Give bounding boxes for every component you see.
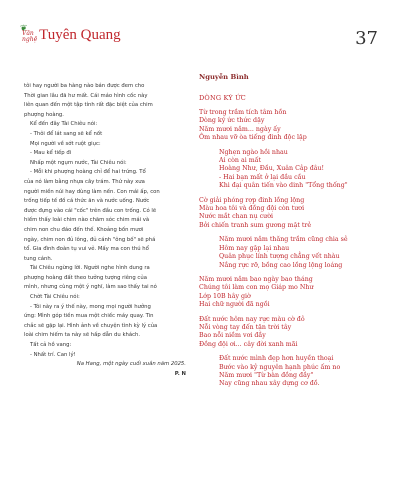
prose-line: - Mau kể tiếp đi — [30, 150, 72, 157]
poem-line: Dòng ký ức thức dậy — [199, 117, 265, 125]
prose-line: Mọi người về sớt ruột giục: — [30, 140, 101, 147]
poem-line: Năm mươi "Từ bàn đồng đầy" — [219, 371, 314, 379]
signature-name: P. N — [174, 370, 186, 377]
prose-line: mình, nhưng cùng một ý nghĩ, làm sao thấy tai nó — [24, 284, 157, 291]
prose-line: tôi hay người ba hàng nào bán được đem cho — [24, 83, 145, 89]
page-number: 37 — [355, 28, 378, 49]
prose-line: hiếm thấy loài chim nào chăm sóc chim mái và — [24, 217, 150, 224]
prose-line: liên quan đến một tập tính rất đặc biệt của chim — [24, 102, 153, 109]
prose-line: người miền núi hay dùng làm nến. Con mái ấp, con — [24, 188, 160, 195]
poem-line: Hai chữ người đã ngồi — [199, 301, 270, 309]
poem-stanzas — [199, 109, 385, 389]
poem-line: Đồng đội ơi... cây đời xanh mãi — [199, 340, 298, 348]
poem-line: Đất nước hôm nay rực màu cờ đỏ — [199, 315, 305, 323]
right-column-poem — [199, 72, 385, 389]
poem-line: Cờ giải phóng rợp đinh lồng lộng — [199, 196, 305, 204]
poem-line: Ai còn ai mất — [219, 157, 262, 165]
prose-line: Thời gian lâu đã hư mất. Cái máo hình cốc này — [24, 92, 148, 99]
poem-line: Ôm nhau vỡ òa tiếng đinh độc lập — [199, 134, 307, 142]
poem-line: Nay cũng nhau xây dựng cơ đồ. — [219, 380, 320, 388]
poem-stanza — [199, 149, 385, 191]
poem-line: Bao nỗi niềm vơi đầy — [199, 332, 266, 340]
prose-line: Tất cả hồ vang: — [30, 342, 72, 349]
prose-line: ngày, chim non đủ lông, đủ cánh "ông bố" sẽ phá — [24, 236, 156, 243]
poem-line: Khi đại quân tiến vào dinh "Tổng thống" — [219, 182, 348, 190]
poem-stanza — [199, 316, 385, 350]
poem-stanza — [199, 236, 385, 270]
prose-line: loài chim hiếm ta này sẽ hấp dẫn du khách. — [24, 332, 141, 339]
prose-line: tổ. Gia đình đoàn tụ vui vẻ. Mấy ma con thú hổ — [24, 246, 149, 253]
logo-main-text: Tuyên Quang — [39, 27, 121, 43]
logo-small-top: Văn — [22, 30, 34, 37]
prose-line: được đựng vào cái "cốc" trên đầu con trống. Có lẽ — [24, 207, 157, 214]
signature-date: Na Hang, một ngày cuối xuân năm 2025. — [76, 361, 186, 368]
prose-line: - Mỗi khi phượng hoàng chỉ để hai trứng. Tổ — [30, 169, 146, 176]
poem-title: DÒNG KÝ ỨC — [199, 94, 246, 102]
poem-line: Màu hoa tôi và đồng đội còn tươi — [199, 205, 305, 213]
poem-line: Lớp 10B hây giờ — [199, 292, 251, 300]
poem-line: Năm mươi năm... ngày ấy — [199, 125, 281, 133]
poem-stanza — [199, 276, 385, 310]
poem-line: Năm mươi năm bao ngày bao tháng — [199, 275, 313, 283]
poem-line: Nỗi vòng tay đến tận trời tây — [199, 323, 292, 331]
poem-stanza — [199, 109, 385, 143]
poem-line: Chúng tôi làm con mọ Giáp mo Như — [199, 284, 314, 292]
prose-line: - Nhất trí. Can lý! — [30, 351, 76, 358]
prose-line: chắc sẽ gặp lại. Hình ảnh về chuyện tình kỳ lý của — [24, 322, 158, 329]
left-column-prose — [24, 82, 186, 379]
poem-stanza — [199, 355, 385, 389]
page-header — [0, 0, 402, 62]
poem-line: Quân phục lính tượng chẳng vết nhàu — [219, 253, 340, 261]
poem-line: Nắng rực rỡ, bồng cao lồng lộng loáng — [219, 261, 343, 269]
magazine-logo — [22, 28, 121, 43]
prose-line: phượng hoàng. — [24, 111, 64, 118]
poem-line: Bởi chiến tranh sum gương mặt trẻ — [199, 221, 312, 229]
leaf-icon: ❦ — [20, 24, 28, 34]
logo-small-bottom: nghệ — [22, 36, 38, 43]
prose-line: trống tiếp tế đồ cá thức ăn và nước uống. Nước — [24, 198, 150, 205]
poem-line: Nước mắt chan nụ cười — [199, 213, 274, 221]
poem-line: Từ trong trầm tích tâm hồn — [199, 109, 287, 116]
prose-line: chim non chu đáo đến thế. Khoảng bốn mươi — [24, 226, 144, 233]
prose-line: phượng hoàng đất theo tưởng tượng riêng của — [24, 274, 147, 281]
poem-line: Bước vào kỷ nguyên hạnh phúc ấm no — [219, 363, 341, 371]
prose-line: tung cánh. — [24, 255, 53, 262]
poem-line: Nghẹn ngào hồi nhau — [219, 148, 288, 156]
poem-line: Hoàng Như, Đầu, Xuân Cảp đâu! — [219, 165, 325, 173]
poem-line: - Hai bạn mất ở lại đầu cầu — [219, 173, 306, 181]
poem-stanza — [199, 197, 385, 231]
prose-line: Tài Chiêu ngừng lời. Người nghe hình dung ra — [30, 265, 150, 272]
poem-author: Nguyễn Bình — [199, 73, 249, 81]
logo-small-text — [22, 31, 37, 43]
prose-line: ứng: Mình góp tiền mua một chiếc máy quay. Tin — [24, 313, 154, 320]
poem-line: Hôm nay gặp lại nhau — [219, 244, 290, 252]
prose-line: Nhấp một ngụm nước, Tài Chiêu nói: — [30, 159, 127, 166]
prose-lines — [24, 82, 186, 360]
prose-line: - Tôi này ra ý thế này, mong mọi người hưởng — [30, 303, 151, 310]
prose-line: Kể đến đây Tài Chiêu nói: — [30, 121, 98, 128]
poem-line: Đất nước mình đẹp hơn huyền thoại — [219, 355, 334, 363]
prose-line: Chờt Tài Chiêu nói: — [30, 294, 80, 301]
prose-line: - Thôi để lát sang sẽ kể nốt — [30, 130, 103, 137]
poem-line: Năm mươi năm thăng trầm cũng chia sẻ — [219, 236, 348, 244]
prose-line: của nó làm bằng nhựa cây trám. Thứ này xưa — [24, 178, 145, 185]
